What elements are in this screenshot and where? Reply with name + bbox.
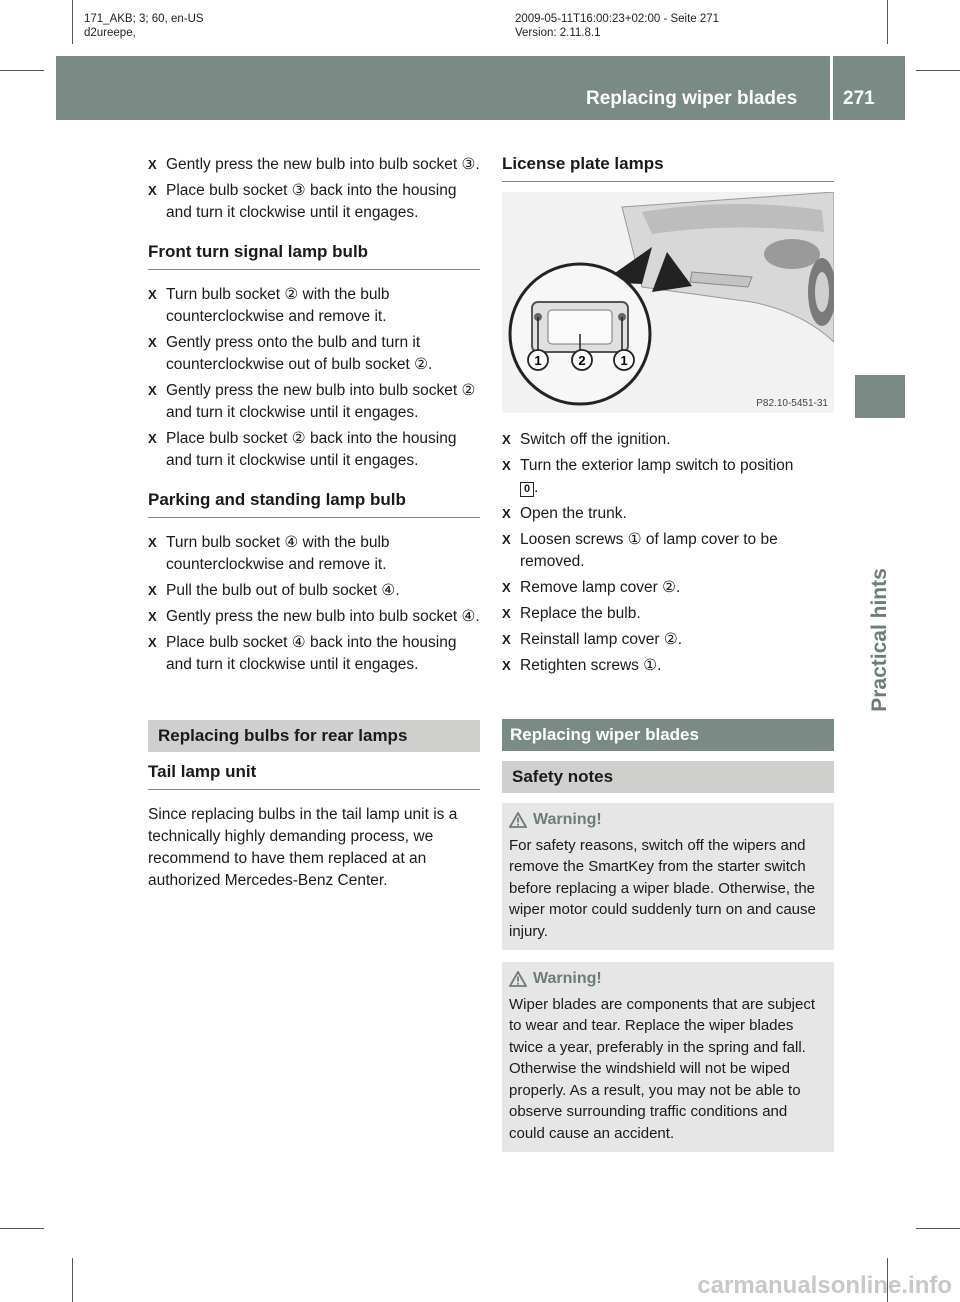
step-marker-icon: X	[502, 632, 511, 647]
warning-text: Wiper blades are components that are subject to wear and tear. Replace the wiper blades twice a year, preferably in the spring and fall. Otherwise the windshield will not be wiped properly. As a result, you may not be able to observe surrounding traffic conditions and could cause an accident.	[509, 995, 815, 1142]
instruction-step: X Gently press the new bulb into bulb socket ② and turn it clockwise until it engages.	[148, 382, 476, 421]
step-marker-icon: X	[148, 287, 157, 302]
step-marker-icon: X	[148, 583, 157, 598]
meta-line: 2009-05-11T16:00:23+02:00 - Seite 271	[515, 13, 720, 25]
step-marker-icon: X	[148, 535, 157, 550]
warning-box	[502, 803, 834, 950]
section-heading: License plate lamps	[502, 154, 834, 182]
step-marker-icon: X	[502, 658, 511, 673]
image-code: P82.10-5451-31	[756, 398, 828, 409]
footer-watermark: carmanualsonline.info	[697, 1272, 952, 1299]
section-heading: Parking and standing lamp bulb	[148, 490, 480, 518]
step-marker-icon: X	[502, 506, 511, 521]
step-marker-icon: X	[148, 609, 157, 624]
lamp-switch-off-symbol: 0	[520, 482, 534, 497]
header-divider	[830, 56, 833, 120]
instruction-step: X Gently press the new bulb into bulb socket ④.	[148, 606, 480, 628]
step-marker-icon: X	[148, 335, 157, 350]
crop-mark	[72, 0, 73, 44]
meta-line: d2ureepe,	[84, 27, 136, 39]
step-marker-icon: X	[148, 183, 157, 198]
warning-title: Warning!	[533, 811, 602, 828]
page-number: 271	[843, 88, 875, 109]
instruction-step: X Remove lamp cover ②.	[502, 577, 834, 599]
instruction-step: X Replace the bulb.	[502, 603, 834, 625]
step-marker-icon: X	[148, 383, 157, 398]
crop-mark	[916, 1228, 960, 1229]
subsection-title: Safety notes	[512, 767, 614, 786]
print-metadata-right	[515, 12, 719, 40]
instruction-step: X Retighten screws ①.	[502, 655, 834, 677]
license-plate-lamp-illustration	[502, 192, 834, 413]
crop-mark	[0, 1228, 44, 1229]
instruction-step: X Switch off the ignition.	[502, 429, 834, 451]
crop-mark	[916, 70, 960, 71]
subsection-bar	[502, 761, 834, 793]
warning-box	[502, 962, 834, 1152]
meta-line: Version: 2.11.8.1	[515, 27, 601, 39]
step-marker-icon: X	[502, 458, 511, 473]
chapter-section-bar	[502, 719, 834, 751]
section-heading: Front turn signal lamp bulb	[148, 242, 480, 270]
instruction-step: X Pull the bulb out of bulb socket ④.	[148, 580, 480, 602]
left-column	[148, 154, 480, 892]
instruction-step: X Turn bulb socket ② with the bulb counterclockwise and remove it.	[148, 286, 390, 325]
step-marker-icon: X	[502, 432, 511, 447]
page-header-title: Replacing wiper blades	[586, 88, 798, 109]
warning-triangle-icon	[509, 812, 527, 828]
chapter-title: Practical hints	[868, 568, 891, 712]
step-marker-icon: X	[148, 431, 157, 446]
step-marker-icon: X	[148, 157, 157, 172]
section-title: Replacing wiper blades	[510, 725, 699, 744]
crop-mark	[72, 1258, 73, 1302]
warning-triangle-icon	[509, 971, 527, 987]
callout-label: 2	[578, 353, 586, 368]
chapter-tab	[855, 375, 905, 418]
right-column	[502, 154, 834, 1152]
car-rear-illustration	[502, 192, 834, 413]
crop-mark	[0, 70, 44, 71]
chapter-section-bar	[148, 720, 480, 752]
body-paragraph: Since replacing bulbs in the tail lamp unit is a technically highly demanding process, we recommend to have them replaced at an authorized Mercedes-Benz Center.	[148, 806, 458, 889]
instruction-step: X Gently press the new bulb into bulb socket ③.	[148, 154, 480, 176]
callout-label: 1	[620, 353, 628, 368]
callout-label: 1	[534, 353, 542, 368]
step-marker-icon: X	[148, 635, 157, 650]
instruction-step: X Place bulb socket ④ back into the housing and turn it clockwise until it engages.	[148, 634, 457, 673]
instruction-step: X Place bulb socket ③ back into the housing and turn it clockwise until it engages.	[148, 182, 457, 221]
section-heading: Tail lamp unit	[148, 762, 480, 790]
instruction-step: X Gently press onto the bulb and turn it counterclockwise out of bulb socket ②.	[148, 334, 433, 373]
instruction-step: X Place bulb socket ② back into the housing and turn it clockwise until it engages.	[148, 430, 457, 469]
instruction-step: X Open the trunk.	[502, 503, 834, 525]
crop-mark	[887, 0, 888, 44]
meta-line: 171_AKB; 3; 60, en-US	[84, 13, 204, 25]
instruction-step: X Turn the exterior lamp switch to position 0 .	[502, 457, 794, 496]
section-title: Replacing bulbs for rear lamps	[158, 726, 408, 745]
step-marker-icon: X	[502, 532, 511, 547]
step-marker-icon: X	[502, 580, 511, 595]
warning-title: Warning!	[533, 970, 602, 987]
step-marker-icon: X	[502, 606, 511, 621]
instruction-step: X Turn bulb socket ④ with the bulb counterclockwise and remove it.	[148, 534, 390, 573]
instruction-step: X Reinstall lamp cover ②.	[502, 629, 834, 651]
instruction-step: X Loosen screws ① of lamp cover to be removed.	[502, 531, 778, 570]
print-metadata-left	[84, 12, 204, 40]
warning-text: For safety reasons, switch off the wipers and remove the SmartKey from the starter switch before replacing a wiper blade. Otherwise, the wiper motor could suddenly turn on and cause injury.	[509, 836, 816, 940]
